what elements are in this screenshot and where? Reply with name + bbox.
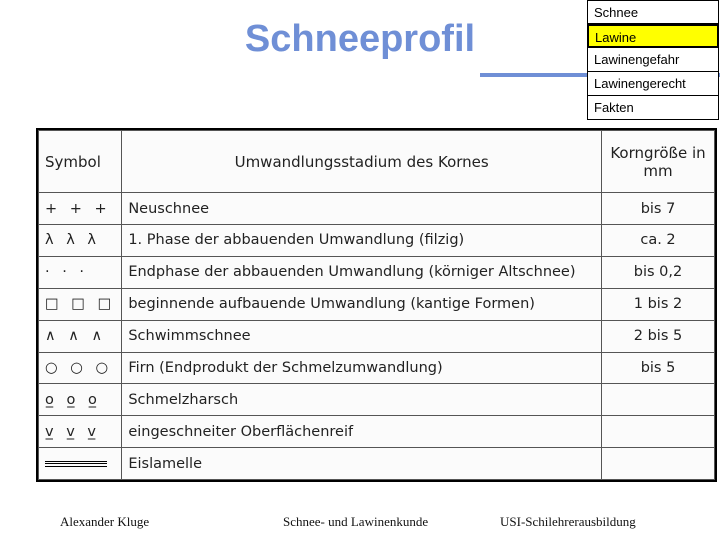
- size-cell: bis 0,2: [602, 256, 715, 288]
- header-stage: Umwandlungsstadium des Kornes: [122, 131, 602, 193]
- page-title: Schneeprofil: [244, 18, 476, 60]
- symbol-firn: ○ ○ ○: [39, 352, 122, 384]
- symbol-eislamelle: [39, 448, 122, 480]
- table-row: [39, 448, 715, 480]
- snow-profile-table: [36, 128, 717, 482]
- eislamelle-line-icon: [45, 461, 107, 467]
- symbol-altschnee: · · ·: [39, 256, 122, 288]
- symbol-filzig: λ λ λ: [39, 225, 122, 257]
- stage-cell: Endphase der abbauenden Umwandlung (körniger Altschnee): [122, 256, 602, 288]
- size-cell: bis 7: [602, 193, 715, 225]
- table-row: [39, 384, 715, 416]
- size-cell: ca. 2: [602, 225, 715, 257]
- size-cell: bis 5: [602, 352, 715, 384]
- footer-program: USI-Schilehrerausbildung: [500, 514, 636, 529]
- header-size: Korngröße in mm: [602, 131, 715, 193]
- table-row: [39, 193, 715, 225]
- size-cell: 2 bis 5: [602, 320, 715, 352]
- size-cell: 1 bis 2: [602, 288, 715, 320]
- stage-cell: Schmelzharsch: [122, 384, 602, 416]
- stage-cell: eingeschneiter Oberflächenreif: [122, 416, 602, 448]
- nav-menu: [587, 0, 719, 120]
- nav-item-lawinengefahr[interactable]: Lawinengefahr: [587, 48, 719, 72]
- header-symbol: Symbol: [39, 131, 122, 193]
- symbol-schmelzharsch: o̲ o̲ o̲: [39, 384, 122, 416]
- nav-item-schnee[interactable]: Schnee: [587, 0, 719, 24]
- nav-item-fakten[interactable]: Fakten: [587, 96, 719, 120]
- stage-cell: beginnende aufbauende Umwandlung (kantige Formen): [122, 288, 602, 320]
- table-row: [39, 288, 715, 320]
- stage-cell: Schwimmschnee: [122, 320, 602, 352]
- symbol-neuschnee: + + +: [39, 193, 122, 225]
- table-row: [39, 320, 715, 352]
- table-row: [39, 416, 715, 448]
- size-cell: [602, 448, 715, 480]
- symbol-oberflaechenreif: v̲ v̲ v̲: [39, 416, 122, 448]
- table-row: [39, 225, 715, 257]
- table-row: [39, 352, 715, 384]
- nav-item-lawinengerecht[interactable]: Lawinengerecht: [587, 72, 719, 96]
- stage-cell: 1. Phase der abbauenden Umwandlung (filzig): [122, 225, 602, 257]
- symbol-schwimmschnee: ∧ ∧ ∧: [39, 320, 122, 352]
- footer-course: Schnee- und Lawinenkunde: [283, 514, 429, 529]
- size-cell: [602, 384, 715, 416]
- symbol-kantig: □ □ □: [39, 288, 122, 320]
- size-cell: [602, 416, 715, 448]
- table-header-row: [39, 131, 715, 193]
- nav-item-lawine[interactable]: Lawine: [587, 24, 719, 48]
- footer-author: Alexander Kluge: [60, 514, 150, 529]
- stage-cell: Firn (Endprodukt der Schmelzumwandlung): [122, 352, 602, 384]
- table-row: [39, 256, 715, 288]
- stage-cell: Neuschnee: [122, 193, 602, 225]
- stage-cell: Eislamelle: [122, 448, 602, 480]
